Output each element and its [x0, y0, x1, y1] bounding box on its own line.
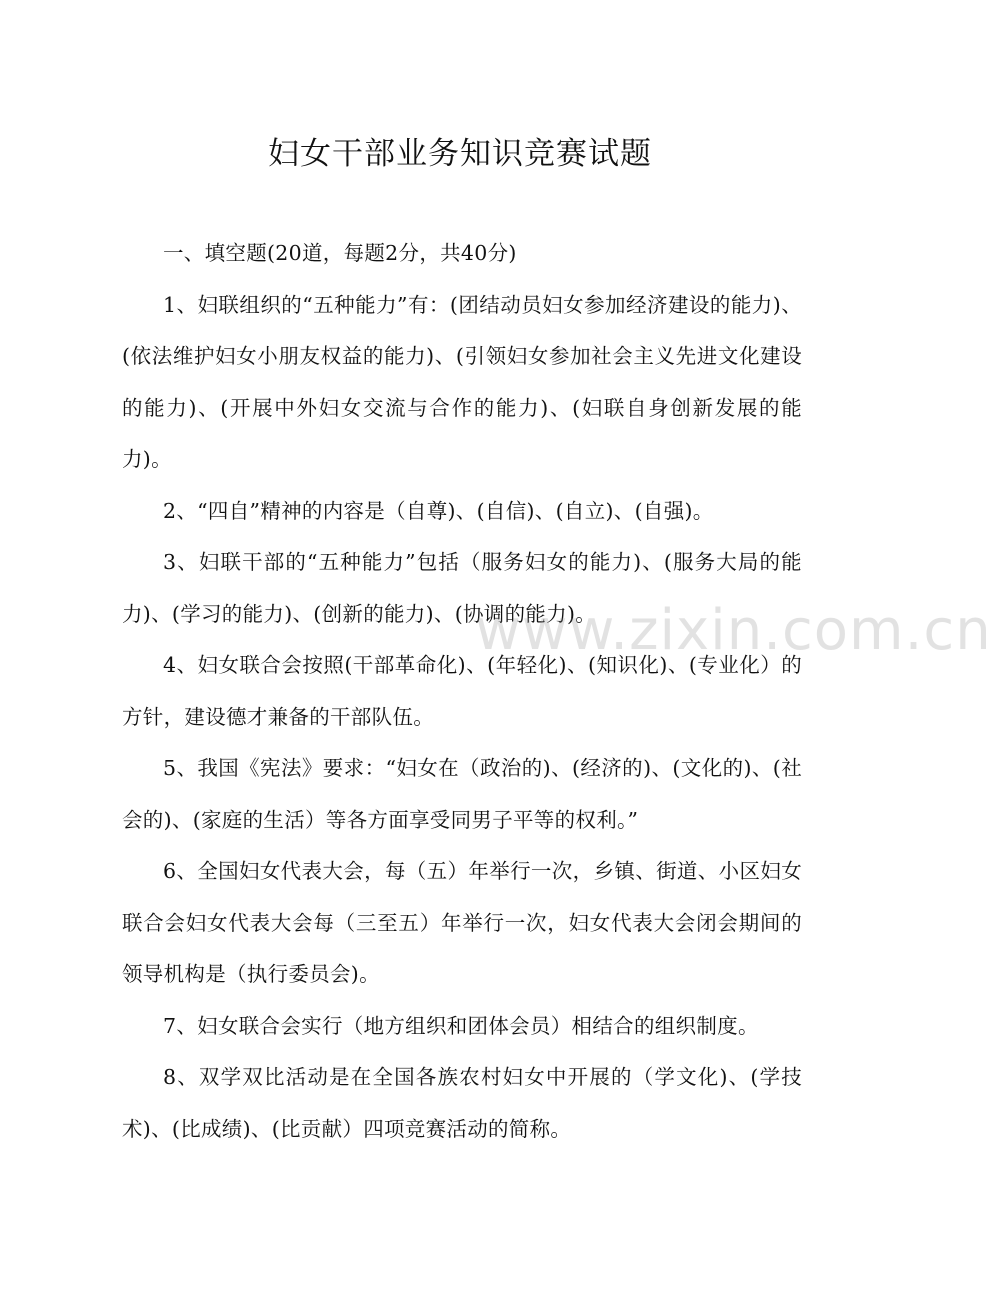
question-3: 3、妇联干部的“五种能力”包括（服务妇女的能力)、(服务大局的能力)、(学习的能力)、(创新的能力)、(协调的能力)。 [122, 550, 802, 626]
question-1: 1、妇联组织的“五种能力”有：(团结动员妇女参加经济建设的能力)、(依法维护妇女小朋友权益的能力)、(引领妇女参加社会主义先进文化建设的能力)、(开展中外妇女交流与合作的能力)、(妇联自身创新发展的能力)。 [122, 292, 802, 471]
document-title: 妇女干部业务知识竞赛试题 [268, 136, 652, 172]
question-6: 6、全国妇女代表大会，每（五）年举行一次，乡镇、街道、小区妇女联合会妇女代表大会每（三至五）年举行一次，妇女代表大会闭会期间的领导机构是（执行委员会)。 [122, 859, 802, 986]
question-2: 2、“四自”精神的内容是（自尊)、(自信)、(自立)、(自强)。 [163, 498, 714, 523]
document-body [122, 228, 802, 1155]
question-7: 7、妇女联合会实行（地方组织和团体会员）相结合的组织制度。 [163, 1013, 759, 1038]
section-heading: 一、填空题(20道，每题2分，共40分) [163, 241, 517, 265]
question-8: 8、双学双比活动是在全国各族农村妇女中开展的（学文化)、(学技术)、(比成绩)、(比贡献）四项竞赛活动的简称。 [122, 1065, 802, 1141]
question-5: 5、我国《宪法》要求：“妇女在（政治的)、(经济的)、(文化的)、(社会的)、(家庭的生活）等各方面享受同男子平等的权利。” [122, 756, 802, 832]
watermark: www.zixin.com.cn [475, 598, 992, 663]
question-4: 4、妇女联合会按照(干部革命化)、(年轻化)、(知识化)、(专业化）的方针，建设德才兼备的干部队伍。 [122, 653, 802, 729]
